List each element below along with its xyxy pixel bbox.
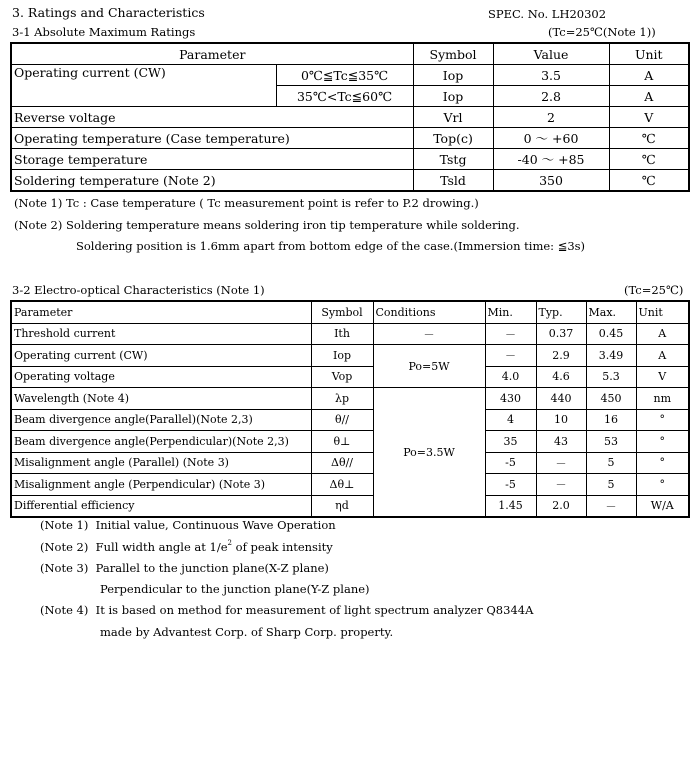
cell-max: 5: [586, 474, 636, 496]
eo-note-1: [40, 518, 336, 532]
eo-note-2: [40, 539, 333, 554]
table-row: [11, 170, 689, 192]
cell-param: Storage temperature: [11, 149, 413, 170]
cell-symbol: Top(c): [413, 128, 493, 149]
cell-typ: 440: [536, 388, 586, 410]
cell-symbol: Vop: [311, 366, 373, 388]
cell-unit: ℃: [609, 170, 689, 192]
eo-note-4: [40, 603, 533, 617]
cell-cond-po3-5w: Po=3.5W: [373, 388, 485, 518]
cell-unit: °: [636, 474, 689, 496]
cell-max: 16: [586, 409, 636, 431]
table-row: [11, 107, 689, 128]
cell-max: 53: [586, 431, 636, 453]
note-text: It is based on method for measurement of light spectrum analyzer Q8344A: [95, 603, 534, 617]
header-max: Max.: [586, 301, 636, 323]
header-parameter: Parameter: [11, 43, 413, 65]
cell-typ: 0.37: [536, 323, 586, 345]
table-header-row: [11, 43, 689, 65]
cell-symbol: Tsld: [413, 170, 493, 192]
cell-symbol: θ⊥: [311, 431, 373, 453]
table-row: [11, 366, 689, 388]
table-row: [11, 388, 689, 410]
abs-note-2: (Note 2) Soldering temperature means soldering iron tip temperature while soldering.: [14, 218, 520, 232]
cell-unit: A: [609, 86, 689, 107]
cell-unit: ℃: [609, 149, 689, 170]
cell-min: 35: [485, 431, 536, 453]
header-parameter: Parameter: [11, 301, 311, 323]
cell-value: 2.8: [493, 86, 609, 107]
cell-unit: °: [636, 431, 689, 453]
cell-symbol: Ith: [311, 323, 373, 345]
cell-min: －: [485, 345, 536, 367]
cell-param: Misalignment angle (Parallel) (Note 3): [11, 452, 311, 474]
cell-unit: V: [636, 366, 689, 388]
cell-param: Operating current (CW): [11, 345, 311, 367]
cell-typ: 43: [536, 431, 586, 453]
cell-cond: －: [373, 323, 485, 345]
cell-unit: ℃: [609, 128, 689, 149]
cell-symbol: Δθ//: [311, 452, 373, 474]
cell-typ: 2.0: [536, 495, 586, 517]
cell-value: 3.5: [493, 65, 609, 86]
cell-max: 0.45: [586, 323, 636, 345]
header-value: Value: [493, 43, 609, 65]
cell-param: Operating temperature (Case temperature): [11, 128, 413, 149]
cell-value: -40 ～ +85: [493, 149, 609, 170]
cell-cond: 0℃≦Tc≦35℃: [276, 65, 413, 86]
eo-condition: (Tc=25℃): [624, 283, 684, 297]
cell-unit: A: [636, 323, 689, 345]
cell-cond-po5w: Po=5W: [373, 345, 485, 388]
cell-value: 350: [493, 170, 609, 192]
header-conditions: Conditions: [373, 301, 485, 323]
cell-param: Beam divergence angle(Perpendicular)(Note 2,3): [11, 431, 311, 453]
eo-note-3: [40, 561, 329, 575]
cell-unit: V: [609, 107, 689, 128]
cell-unit: °: [636, 409, 689, 431]
cell-param: Operating current (CW): [11, 65, 276, 107]
abs-note-2-cont: Soldering position is 1.6mm apart from bottom edge of the case.(Immersion time: ≦3s): [76, 239, 586, 253]
table-header-row: [11, 301, 689, 323]
header-symbol: Symbol: [311, 301, 373, 323]
electro-optical-table: [10, 300, 690, 518]
table-row: [11, 345, 689, 367]
cell-min: 430: [485, 388, 536, 410]
cell-symbol: λp: [311, 388, 373, 410]
cell-min: 4: [485, 409, 536, 431]
table-row: [11, 149, 689, 170]
cell-value: 2: [493, 107, 609, 128]
table-row: [11, 474, 689, 496]
cell-symbol: Iop: [413, 65, 493, 86]
cell-unit: A: [609, 65, 689, 86]
cell-value: 0 ～ +60: [493, 128, 609, 149]
header-min: Min.: [485, 301, 536, 323]
table-row: [11, 409, 689, 431]
spec-number: SPEC. No. LH20302: [488, 7, 607, 21]
note-text: Parallel to the junction plane(X-Z plane): [95, 561, 329, 575]
cell-min: -5: [485, 452, 536, 474]
cell-typ: －: [536, 452, 586, 474]
cell-min: －: [485, 323, 536, 345]
table-row: [11, 431, 689, 453]
cell-typ: －: [536, 474, 586, 496]
cell-cond: 35℃<Tc≦60℃: [276, 86, 413, 107]
cell-min: 4.0: [485, 366, 536, 388]
cell-symbol: θ//: [311, 409, 373, 431]
cell-typ: 10: [536, 409, 586, 431]
table-row: [11, 65, 689, 86]
abs-max-title: 3-1 Absolute Maximum Ratings: [12, 25, 196, 39]
table-row: [11, 452, 689, 474]
note-label: (Note 4): [40, 603, 89, 617]
cell-param: Operating voltage: [11, 366, 311, 388]
note-text: Initial value, Continuous Wave Operation: [95, 518, 336, 532]
eo-note-4-cont: made by Advantest Corp. of Sharp Corp. property.: [100, 625, 394, 639]
cell-symbol: Iop: [311, 345, 373, 367]
header-unit: Unit: [609, 43, 689, 65]
abs-note-1: (Note 1) Tc : Case temperature ( Tc measurement point is refer to P.2 drowing.): [14, 196, 479, 210]
header-unit: Unit: [636, 301, 689, 323]
header-symbol: Symbol: [413, 43, 493, 65]
note-superscript: 2: [227, 539, 232, 547]
note-label: (Note 1): [40, 518, 89, 532]
cell-symbol: Tstg: [413, 149, 493, 170]
cell-param: Wavelength (Note 4): [11, 388, 311, 410]
note-text-post: of peak intensity: [232, 540, 333, 554]
cell-symbol: Δθ⊥: [311, 474, 373, 496]
cell-max: －: [586, 495, 636, 517]
cell-param: Differential efficiency: [11, 495, 311, 517]
cell-unit: W/A: [636, 495, 689, 517]
table-row: [11, 323, 689, 345]
cell-param: Reverse voltage: [11, 107, 413, 128]
table-row: [11, 495, 689, 517]
cell-typ: 4.6: [536, 366, 586, 388]
absolute-max-ratings-table: [10, 42, 690, 192]
cell-param: Threshold current: [11, 323, 311, 345]
section-title: 3. Ratings and Characteristics: [12, 5, 205, 20]
cell-min: -5: [485, 474, 536, 496]
cell-param: Beam divergence angle(Parallel)(Note 2,3): [11, 409, 311, 431]
cell-unit: °: [636, 452, 689, 474]
cell-max: 3.49: [586, 345, 636, 367]
cell-max: 5: [586, 452, 636, 474]
note-text: Full width angle at 1/e: [95, 540, 228, 554]
cell-symbol: Iop: [413, 86, 493, 107]
cell-max: 450: [586, 388, 636, 410]
cell-symbol: ηd: [311, 495, 373, 517]
eo-note-3-cont: Perpendicular to the junction plane(Y-Z plane): [100, 582, 370, 596]
abs-max-condition: (Tc=25℃(Note 1)): [548, 25, 656, 39]
cell-unit: nm: [636, 388, 689, 410]
note-label: (Note 2): [40, 540, 89, 554]
cell-param: Soldering temperature (Note 2): [11, 170, 413, 192]
cell-min: 1.45: [485, 495, 536, 517]
table-row: [11, 128, 689, 149]
eo-title: 3-2 Electro-optical Characteristics (Note 1): [12, 283, 265, 297]
cell-typ: 2.9: [536, 345, 586, 367]
cell-symbol: Vrl: [413, 107, 493, 128]
cell-max: 5.3: [586, 366, 636, 388]
header-typ: Typ.: [536, 301, 586, 323]
cell-unit: A: [636, 345, 689, 367]
note-label: (Note 3): [40, 561, 89, 575]
cell-param: Misalignment angle (Perpendicular) (Note 3): [11, 474, 311, 496]
